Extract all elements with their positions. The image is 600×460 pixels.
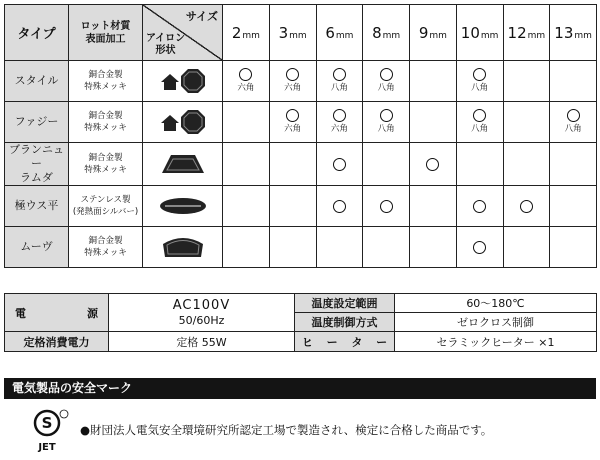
shape-label: 六角 bbox=[284, 83, 302, 93]
size-header-label: サイズ bbox=[185, 10, 218, 23]
size-cell bbox=[550, 61, 597, 102]
availability-circle-icon bbox=[333, 158, 346, 171]
house-and-octagon-icon bbox=[143, 107, 222, 137]
shape-label: 八角 bbox=[471, 124, 489, 134]
availability-circle-icon bbox=[567, 109, 580, 122]
material-line: 銅合金製 bbox=[88, 111, 123, 121]
size-cell bbox=[316, 186, 363, 227]
size-cell bbox=[316, 227, 363, 268]
safety-description: ●財団法人電気安全環境研究所認定工場で製造され、検定に合格した商品です。 bbox=[80, 423, 493, 437]
type-cell bbox=[5, 186, 69, 227]
size-cell bbox=[363, 227, 410, 268]
material-line: 特殊メッキ bbox=[84, 123, 127, 133]
spec-row bbox=[5, 102, 597, 143]
shape-label: 六角 bbox=[330, 124, 348, 134]
type-line: ファジー bbox=[14, 115, 59, 128]
size-cell bbox=[503, 61, 550, 102]
size-cell bbox=[269, 143, 316, 186]
spec-row bbox=[5, 143, 597, 186]
size-header-7: 13mm bbox=[550, 5, 597, 61]
availability-circle-icon bbox=[426, 158, 439, 171]
temp-control-value: ゼロクロス制御 bbox=[395, 313, 597, 332]
size-cell bbox=[550, 143, 597, 186]
power-source-value-2: 50/60Hz bbox=[178, 313, 225, 327]
material-line: 銅合金製 bbox=[88, 153, 123, 163]
availability-circle-icon bbox=[380, 200, 393, 213]
type-line: スタイル bbox=[14, 74, 59, 87]
shape-cell bbox=[143, 227, 223, 268]
size-cell bbox=[223, 102, 270, 143]
temp-range-value: 60～180℃ bbox=[395, 294, 597, 313]
type-line: 極ウス平 bbox=[14, 199, 59, 212]
size-cell bbox=[550, 227, 597, 268]
size-cell bbox=[223, 227, 270, 268]
material-line: 特殊メッキ bbox=[84, 82, 127, 92]
size-cell bbox=[410, 186, 457, 227]
type-line: ブランニュー bbox=[9, 143, 64, 170]
shape-label: 八角 bbox=[564, 124, 582, 134]
size-cell bbox=[363, 186, 410, 227]
size-cell bbox=[456, 186, 503, 227]
shape-label: 八角 bbox=[377, 124, 395, 134]
size-cell bbox=[456, 61, 503, 102]
size-cell bbox=[456, 227, 503, 268]
availability-circle-icon bbox=[286, 68, 299, 81]
material-cell bbox=[69, 102, 143, 143]
shape-label: 六角 bbox=[284, 124, 302, 134]
size-cell bbox=[269, 102, 316, 143]
shape-label: 八角 bbox=[377, 83, 395, 93]
size-header-0: 2mm bbox=[223, 5, 270, 61]
shape-cell bbox=[143, 102, 223, 143]
size-cell bbox=[269, 61, 316, 102]
jet-logo-text: JET bbox=[38, 442, 56, 453]
heater-value: セラミックヒーター ×1 bbox=[395, 332, 597, 352]
power-source-label: 電 源 bbox=[5, 294, 109, 332]
house-and-octagon-icon bbox=[143, 66, 222, 96]
power-row-3 bbox=[5, 332, 597, 352]
size-cell bbox=[316, 61, 363, 102]
shape-label: 六角 bbox=[237, 83, 255, 93]
rated-power-label: 定格消費電力 bbox=[5, 332, 109, 352]
temp-control-label: 温度制御方式 bbox=[295, 313, 395, 332]
availability-circle-icon bbox=[380, 68, 393, 81]
safety-title-bar: 電気製品の安全マーク bbox=[4, 378, 596, 399]
material-line: 銅合金製 bbox=[88, 236, 123, 246]
size-cell bbox=[550, 186, 597, 227]
size-cell bbox=[316, 102, 363, 143]
shape-header-line-2: 形状 bbox=[155, 45, 176, 56]
corner-header bbox=[143, 5, 223, 61]
availability-circle-icon bbox=[286, 109, 299, 122]
type-cell bbox=[5, 227, 69, 268]
size-cell bbox=[503, 143, 550, 186]
jet-logo-icon bbox=[24, 406, 80, 454]
shape-cell bbox=[143, 143, 223, 186]
material-line: (発熱面シルバー) bbox=[72, 207, 139, 217]
size-cell bbox=[503, 227, 550, 268]
material-line: ステンレス製 bbox=[80, 195, 131, 205]
type-line: ラムダ bbox=[20, 171, 53, 184]
size-cell bbox=[410, 102, 457, 143]
material-header-line-2: 表面加工 bbox=[85, 33, 126, 45]
shape-header-line-1: アイロン bbox=[146, 33, 186, 44]
material-cell bbox=[69, 143, 143, 186]
material-line: 銅合金製 bbox=[88, 70, 123, 80]
shape-header-label bbox=[146, 33, 185, 57]
size-cell bbox=[550, 102, 597, 143]
availability-circle-icon bbox=[520, 200, 533, 213]
availability-circle-icon bbox=[333, 68, 346, 81]
spec-row bbox=[5, 227, 597, 268]
curved-pentagon-icon bbox=[143, 232, 222, 262]
type-cell bbox=[5, 61, 69, 102]
size-header-3: 8mm bbox=[363, 5, 410, 61]
size-header-2: 6mm bbox=[316, 5, 363, 61]
shape-label: 八角 bbox=[471, 83, 489, 93]
size-cell bbox=[223, 143, 270, 186]
size-header-4: 9mm bbox=[410, 5, 457, 61]
size-cell bbox=[456, 102, 503, 143]
safety-row bbox=[4, 400, 596, 456]
availability-circle-icon bbox=[380, 109, 393, 122]
type-line: ムーヴ bbox=[20, 240, 53, 253]
size-cell bbox=[363, 102, 410, 143]
size-header-6: 12mm bbox=[503, 5, 550, 61]
spec-row bbox=[5, 61, 597, 102]
size-cell bbox=[269, 186, 316, 227]
material-line: 特殊メッキ bbox=[84, 165, 127, 175]
availability-circle-icon bbox=[239, 68, 252, 81]
power-source-value bbox=[109, 294, 295, 332]
availability-circle-icon bbox=[473, 109, 486, 122]
availability-circle-icon bbox=[473, 68, 486, 81]
type-cell bbox=[5, 143, 69, 186]
size-cell bbox=[223, 186, 270, 227]
jet-logo-mark: S bbox=[41, 414, 53, 432]
availability-circle-icon bbox=[473, 241, 486, 254]
size-cell bbox=[223, 61, 270, 102]
trapezoid-icon bbox=[143, 149, 222, 179]
size-cell bbox=[410, 227, 457, 268]
temp-range-label: 温度設定範囲 bbox=[295, 294, 395, 313]
material-cell bbox=[69, 227, 143, 268]
size-cell bbox=[503, 102, 550, 143]
spec-table bbox=[4, 4, 597, 268]
header-row bbox=[5, 5, 597, 61]
availability-circle-icon bbox=[333, 200, 346, 213]
availability-circle-icon bbox=[473, 200, 486, 213]
size-cell bbox=[410, 143, 457, 186]
shape-label: 八角 bbox=[330, 83, 348, 93]
material-cell bbox=[69, 186, 143, 227]
shape-cell bbox=[143, 61, 223, 102]
size-header-1: 3mm bbox=[269, 5, 316, 61]
size-cell bbox=[363, 143, 410, 186]
type-header: タイプ bbox=[5, 5, 69, 61]
size-header-5: 10mm bbox=[456, 5, 503, 61]
power-source-value-1: AC100V bbox=[172, 297, 231, 313]
rated-power-value: 定格 55W bbox=[109, 332, 295, 352]
size-cell bbox=[269, 227, 316, 268]
material-header bbox=[69, 5, 143, 61]
size-cell bbox=[363, 61, 410, 102]
material-line: 特殊メッキ bbox=[84, 248, 127, 258]
power-table bbox=[4, 293, 597, 352]
material-header-line-1: ロット材質 bbox=[80, 20, 131, 32]
shape-cell bbox=[143, 186, 223, 227]
size-cell bbox=[410, 61, 457, 102]
spec-row bbox=[5, 186, 597, 227]
power-row-1 bbox=[5, 294, 597, 313]
size-cell bbox=[503, 186, 550, 227]
availability-circle-icon bbox=[333, 109, 346, 122]
type-cell bbox=[5, 102, 69, 143]
flat-ellipse-icon bbox=[143, 191, 222, 221]
size-cell bbox=[456, 143, 503, 186]
size-cell bbox=[316, 143, 363, 186]
material-cell bbox=[69, 61, 143, 102]
heater-label: ヒ ー タ ー bbox=[295, 332, 395, 352]
